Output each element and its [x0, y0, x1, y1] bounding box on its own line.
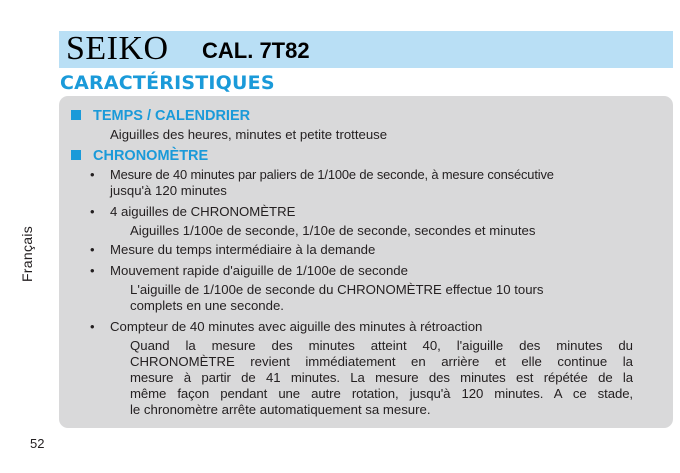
- list-item-detail: L'aiguille de 1/100e de seconde du CHRONOMÈTRE effectue 10 tours: [130, 282, 544, 297]
- square-bullet-icon: [71, 150, 81, 160]
- list-item-detail: CHRONOMÈTRE revient immédiatement en arrière et elle continue la: [130, 354, 633, 369]
- list-item-detail: le chronomètre arrête automatiquement sa mesure.: [130, 402, 431, 417]
- list-item-line: Mesure du temps intermédiaire à la demande: [110, 242, 376, 257]
- chronograph-heading: [71, 147, 208, 165]
- chronograph-heading-text: CHRONOMÈTRE: [93, 148, 209, 164]
- caliber-title: CAL. 7T82: [202, 38, 310, 63]
- time-calendar-heading-text: TEMPS / CALENDRIER: [93, 108, 251, 124]
- list-item-line: 4 aiguilles de CHRONOMÈTRE: [110, 204, 296, 219]
- page-number: 52: [30, 436, 45, 451]
- list-item-detail: même façon pendant une autre rotation, jusqu'à 120 minutes. A ce stade,: [130, 386, 633, 401]
- list-item-line: Mesure de 40 minutes par paliers de 1/100e de seconde, à mesure consécutive: [110, 167, 554, 182]
- square-bullet-icon: [71, 110, 81, 120]
- list-item-detail: mesure à partir de 41 minutes. La mesure des minutes est répétée de la: [130, 370, 633, 385]
- bullet-icon: •: [90, 167, 95, 182]
- language-label: Français: [19, 225, 35, 283]
- seiko-logo: SEIKO: [66, 30, 169, 67]
- bullet-icon: •: [90, 319, 95, 334]
- time-calendar-text: Aiguilles des heures, minutes et petite trotteuse: [110, 127, 388, 142]
- list-item-line: Mouvement rapide d'aiguille de 1/100e de seconde: [110, 263, 408, 278]
- time-calendar-heading: [71, 107, 250, 125]
- list-item-detail: complets en une seconde.: [130, 298, 284, 313]
- list-item-line: jusqu'à 120 minutes: [110, 183, 227, 198]
- bullet-icon: •: [90, 263, 95, 278]
- list-item-detail: Aiguilles 1/100e de seconde, 1/10e de seconde, secondes et minutes: [130, 223, 536, 238]
- section-title: CARACTÉRISTIQUES: [60, 72, 275, 94]
- bullet-icon: •: [90, 204, 95, 219]
- list-item-detail: Quand la mesure des minutes atteint 40, l'aiguille des minutes du: [130, 338, 633, 353]
- list-item-line: Compteur de 40 minutes avec aiguille des minutes à rétroaction: [110, 319, 483, 334]
- bullet-icon: •: [90, 242, 95, 257]
